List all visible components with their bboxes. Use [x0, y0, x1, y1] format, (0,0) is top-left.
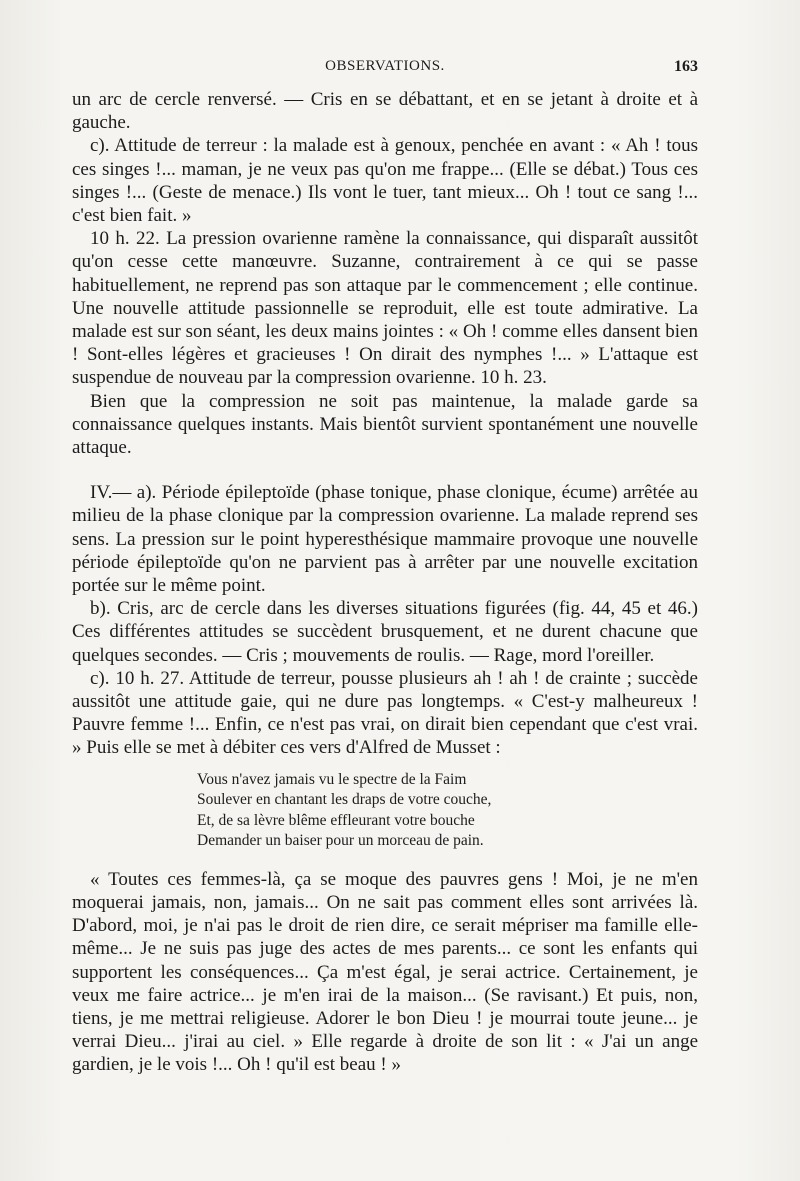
section-gap — [72, 852, 698, 868]
paragraph: 10 h. 22. La pression ovarienne ramène la connaissance, qui disparaît aussitôt qu'on cesse cette manœuvre. Suzanne, contrairement à ce qui se passe habituellement, ne reprend pas son attaque par le commencement ; elle continue. Une nouvelle attitude passionnelle se reproduit, elle est toute admirative. La malade est sur son séant, les deux mains jointes : « Oh ! comme elles dansent bien ! Sont-elles légères et gracieuses ! On dirait des nymphes !... » L'attaque est suspendue de nouveau par la compression ovarienne. 10 h. 23. — [72, 228, 698, 389]
paragraph: c). 10 h. 27. Attitude de terreur, pousse plusieurs ah ! ah ! de crainte ; succède aussitôt une attitude gaie, qui ne dure pas longtemps. « C'est-y malheureux ! Pauvre femme !... Enfin, ce n'est pas vrai, on dirait bien cependant que c'est vrai. » Puis elle se met à débiter ces vers d'Alfred de Musset : — [72, 667, 698, 759]
poem-line: Et, de sa lèvre blême effleurant votre bouche — [197, 811, 475, 829]
paragraph: b). Cris, arc de cercle dans les diverses situations figurées (fig. 44, 45 et 46.) Ces différentes attitudes se succèdent brusquement, et ne durent chacune que quelques secondes. — Cris ; mouvements de roulis. — Rage, mord l'oreiller. — [72, 598, 698, 666]
paragraph: « Toutes ces femmes-là, ça se moque des pauvres gens ! Moi, je ne m'en moquerai jamais, non, jamais... On ne sait pas comment elles sont arrivées là. D'abord, moi, je n'ai pas le droit de rien dire, ce serait mépriser ma famille elle-même... Je ne suis pas juge des actes de mes parents... ce sont les enfants qui supportent les conséquences... Ça m'est égal, je serai actrice. Certainement, je veux me faire actrice... je m'en irai de la maison... (Se ravisant.) Et puis, non, tiens, je me mettrai religieuse. Adorer le bon Dieu ! je mourrai toute jeune... je verrai Dieu... j'irai au ciel. » Elle regarde à droite de son lit : « J'ai un ange gardien, je le vois !... Oh ! qu'il est beau ! » — [72, 868, 698, 1076]
poem-line: Vous n'avez jamais vu le spectre de la Faim — [197, 770, 467, 788]
poem-line: Demander un baiser pour un morceau de pain. — [197, 832, 484, 850]
paragraph: Bien que la compression ne soit pas maintenue, la malade garde sa connaissance quelques instants. Mais bientôt survient spontanément une nouvelle attaque. — [72, 390, 698, 459]
poem-quote — [197, 770, 698, 852]
page-body — [72, 88, 698, 1077]
paragraph: un arc de cercle renversé. — Cris en se débattant, et en se jetant à droite et à gauche. — [72, 89, 698, 134]
section-gap — [72, 459, 698, 481]
poem-line: Soulever en chantant les draps de votre couche, — [197, 791, 492, 809]
running-head: OBSERVATIONS. — [325, 58, 445, 74]
paragraph: c). Attitude de terreur : la malade est à genoux, penchée en avant : « Ah ! tous ces singes !... maman, je ne veux pas qu'on me frappe... (Elle se débat.) Tous ces singes !... (Geste de menace.) Ils vont le tuer, tant mieux... Oh ! tout ce sang !... c'est bien fait. » — [72, 135, 698, 227]
page-header — [72, 58, 698, 82]
page-number: 163 — [674, 58, 698, 75]
paragraph: IV.— a). Période épileptoïde (phase tonique, phase clonique, écume) arrêtée au milieu de la phase clonique par la compression ovarienne. La malade reprend ses sens. La pression sur le point hyperesthésique mammaire provoque une nouvelle période épileptoïde qu'on ne parvient pas à arrêter par une nouvelle excitation portée sur le même point. — [72, 482, 698, 597]
